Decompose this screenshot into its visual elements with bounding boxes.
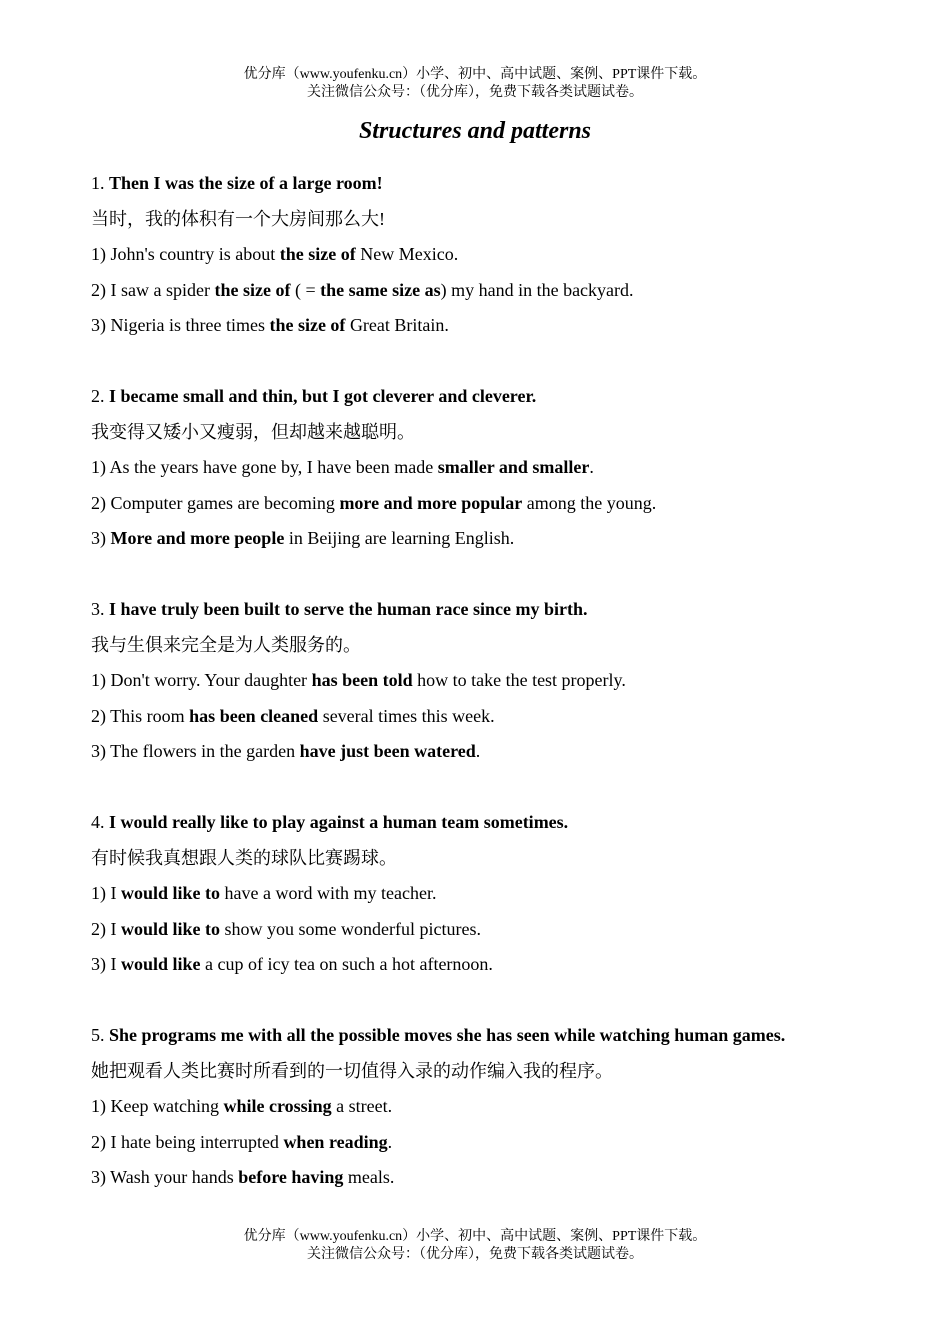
example: 3) The flowers in the garden have just been watered. [91, 741, 481, 761]
section-heading [91, 1018, 891, 1054]
example: 2) I saw a spider the size of ( = the same size as) my hand in the backyard. [91, 279, 634, 300]
example: 3) Nigeria is three times the size of Great Britain. [91, 315, 449, 335]
example: 1) Don't worry. Your daughter has been told how to take the test properly. [91, 670, 626, 690]
header-line-2: 关注微信公众号：（优分库），免费下载各类试题试卷。 [307, 85, 643, 100]
footer-line-1: 优分库（www.youfenku.cn）小学、初中、高中试题、案例、PPT课件下载。 [243, 1229, 707, 1244]
key-sentence: She programs me with all the possible moves she has seen while watching human games. [109, 1025, 786, 1045]
example: 2) I would like to show you some wonderful pictures. [91, 918, 481, 939]
section-heading [91, 166, 891, 202]
footer-line-2: 关注微信公众号：（优分库），免费下载各类试题试卷。 [307, 1247, 643, 1262]
example: 2) Computer games are becoming more and more popular among the young. [91, 492, 657, 513]
example: 3) Wash your hands before having meals. [91, 1167, 395, 1187]
section-1 [91, 166, 891, 344]
section-heading [91, 592, 891, 628]
example: 3) More and more people in Beijing are learning English. [91, 528, 515, 548]
page-title: Structures and patterns [358, 118, 592, 144]
translation: 她把观看人类比赛时所看到的一切值得入录的动作编入我的程序。 [91, 1060, 613, 1081]
header-line-1: 优分库（www.youfenku.cn）小学、初中、高中试题、案例、PPT课件下载。 [243, 67, 707, 82]
translation: 我变得又矮小又瘦弱，但却越来越聪明。 [91, 421, 415, 442]
example: 1) Keep watching while crossing a street. [91, 1096, 393, 1116]
section-heading [91, 805, 891, 841]
document-body [91, 166, 891, 1231]
section-2 [91, 379, 891, 557]
example: 2) This room has been cleaned several times this week. [91, 705, 495, 726]
key-sentence: I would really like to play against a human team sometimes. [109, 812, 569, 832]
key-sentence: Then I was the size of a large room! [109, 173, 383, 193]
page-header [0, 66, 950, 102]
example: 1) John's country is about the size of New Mexico. [91, 244, 459, 264]
example: 1) I would like to have a word with my teacher. [91, 883, 437, 903]
section-number: 5. [91, 1025, 109, 1045]
example: 3) I would like a cup of icy tea on such a hot afternoon. [91, 954, 493, 974]
key-sentence: I became small and thin, but I got cleverer and cleverer. [109, 386, 537, 406]
section-number: 3. [91, 599, 109, 619]
section-number: 2. [91, 386, 109, 406]
translation: 我与生俱来完全是为人类服务的。 [91, 634, 361, 655]
example: 1) As the years have gone by, I have been made smaller and smaller. [91, 457, 594, 477]
section-number: 4. [91, 812, 109, 832]
key-sentence: I have truly been built to serve the human race since my birth. [109, 599, 588, 619]
section-4 [91, 805, 891, 983]
section-number: 1. [91, 173, 109, 193]
example: 2) I hate being interrupted when reading. [91, 1131, 393, 1152]
page-footer [0, 1228, 950, 1264]
translation: 有时候我真想跟人类的球队比赛踢球。 [91, 847, 397, 868]
section-5 [91, 1018, 891, 1196]
section-3 [91, 592, 891, 770]
section-heading [91, 379, 891, 415]
translation: 当时，我的体积有一个大房间那么大! [91, 208, 385, 229]
